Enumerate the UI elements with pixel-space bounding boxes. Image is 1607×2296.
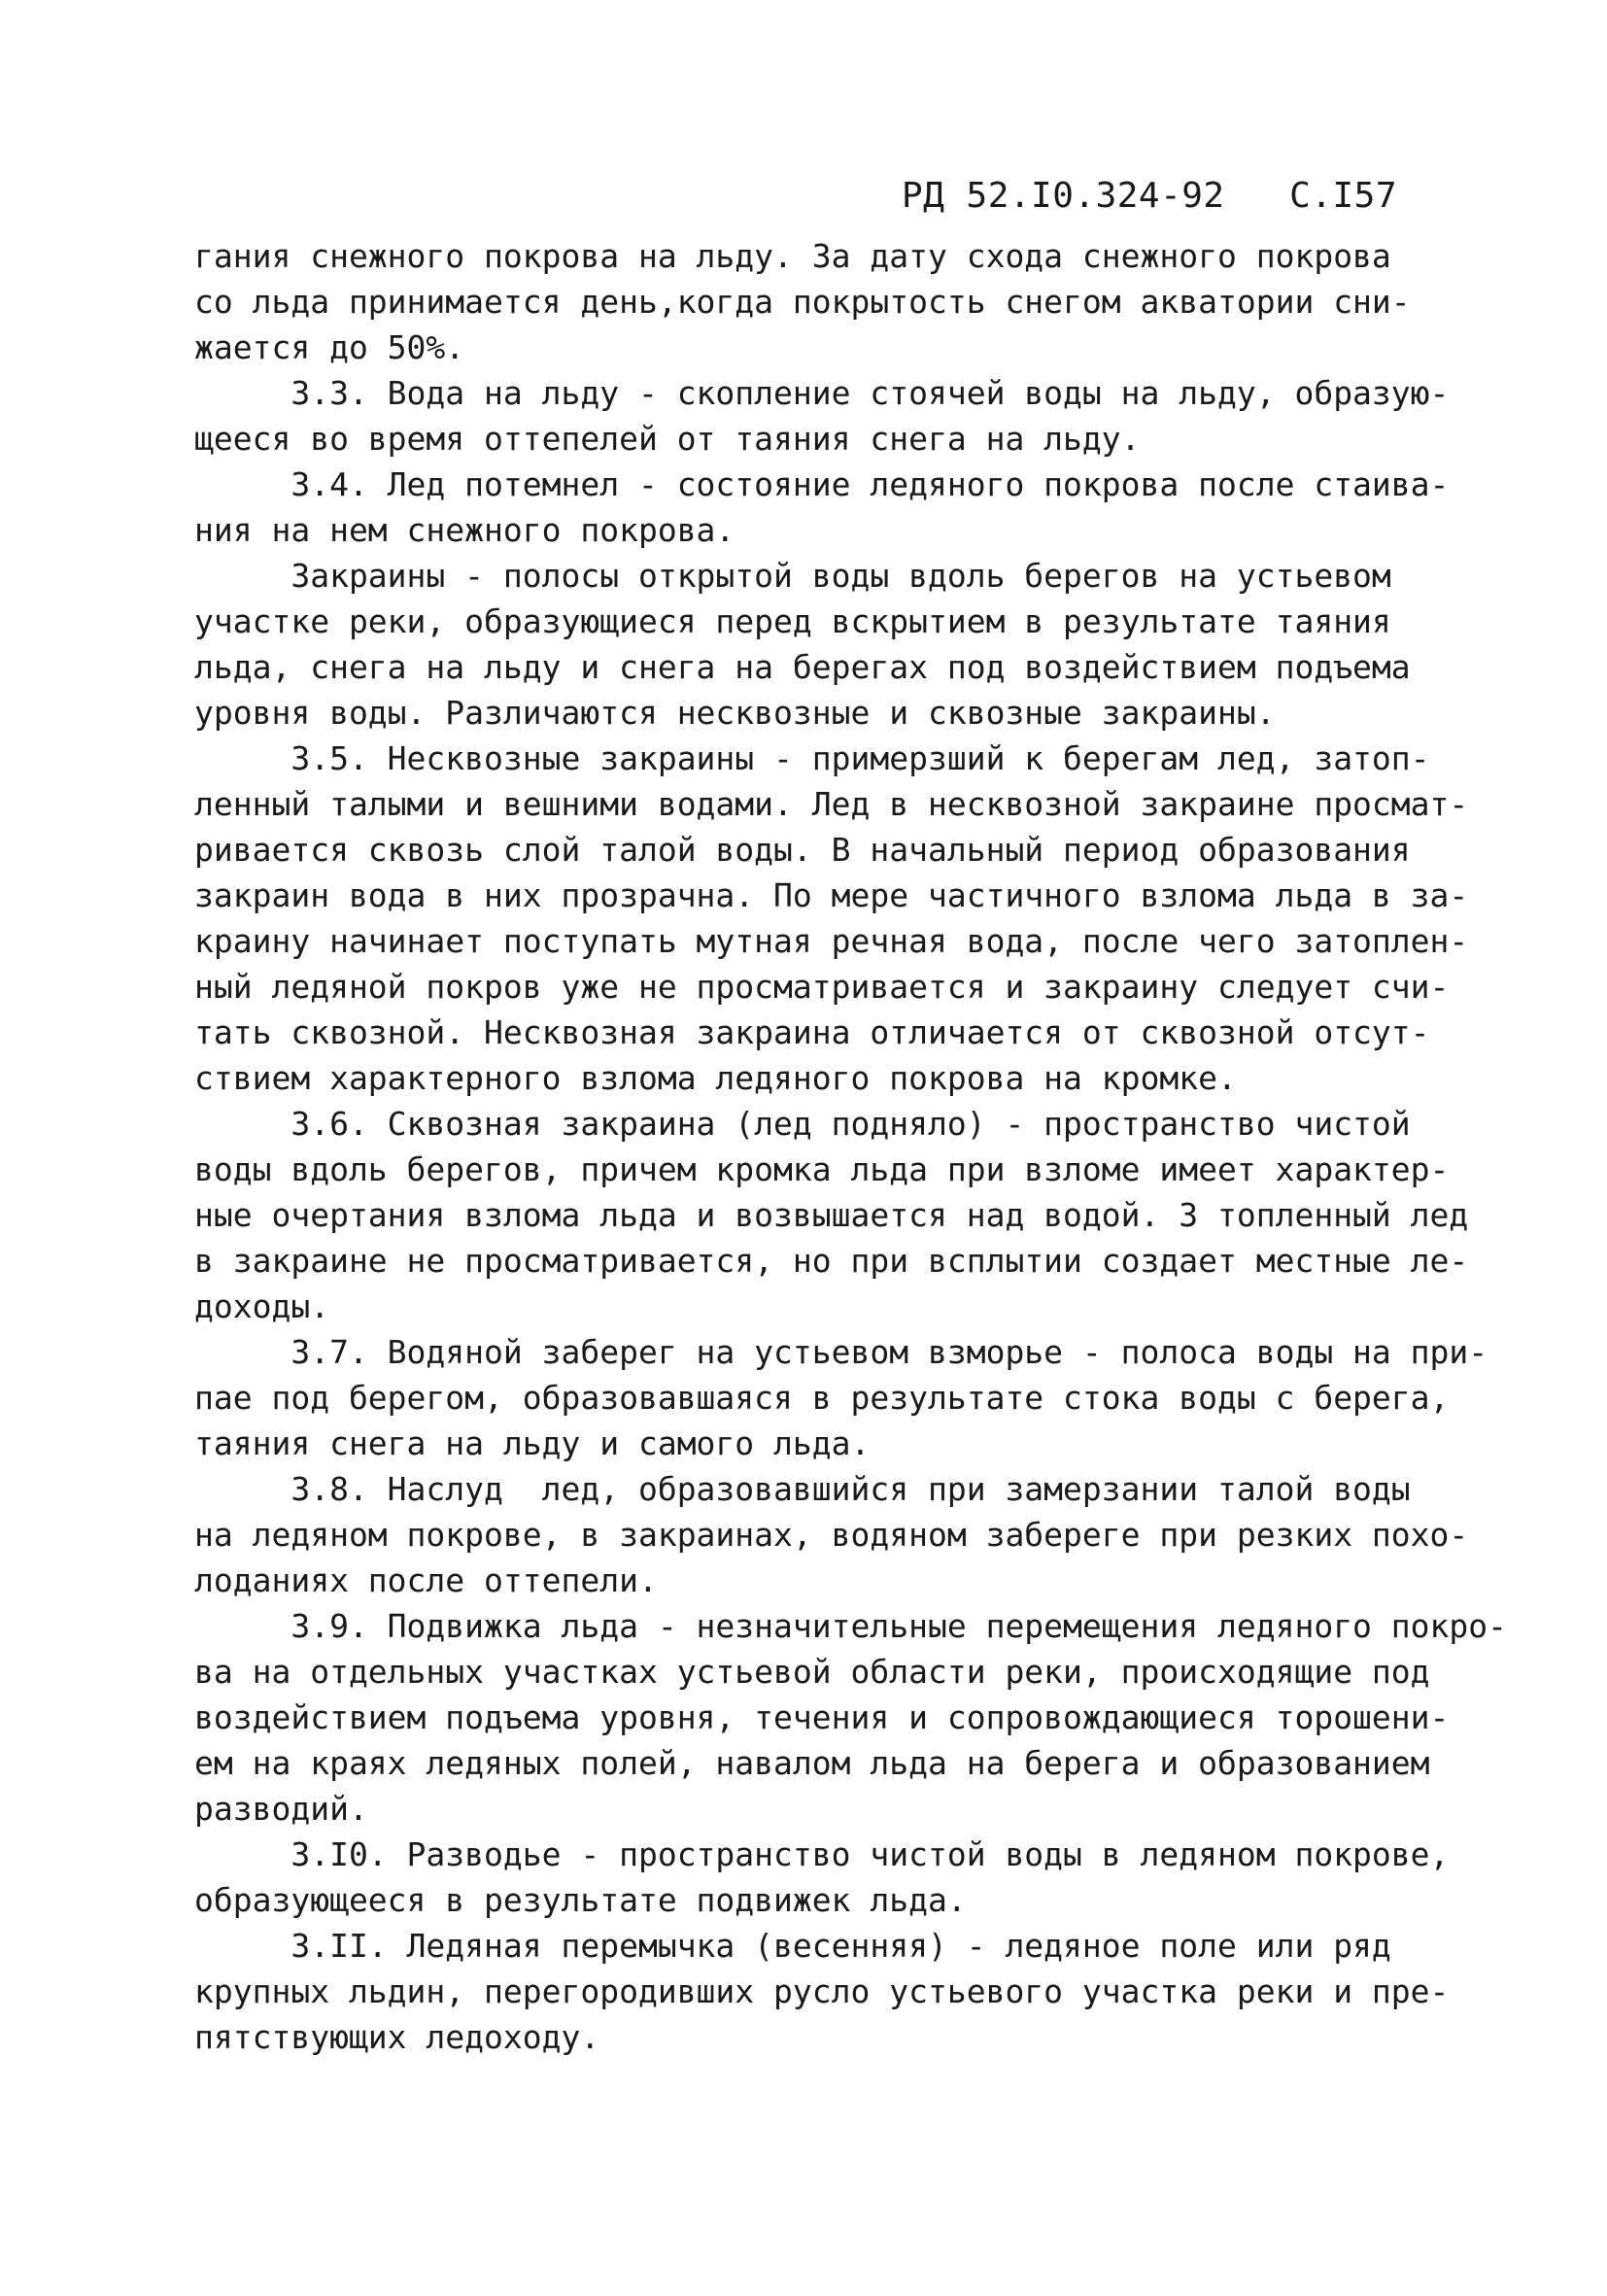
text-line: 3.II. Ледяная перемычка (весенняя) - ледяное поле или ряд (194, 1927, 1391, 1965)
text-line: жается до 50%. (194, 328, 465, 366)
text-line: краину начинает поступать мутная речная вода, после чего затоплен- (194, 922, 1469, 960)
text-line: воздействием подъема уровня, течения и сопровождающиеся торошени- (194, 1698, 1450, 1736)
text-line: 3.9. Подвижка льда - незначительные перемещения ледяного покро- (194, 1607, 1508, 1645)
text-line: на ледяном покрове, в закраинах, водяном забереге при резких похо- (194, 1516, 1469, 1554)
text-line: закраин вода в них прозрачна. По мере частичного взлома льда в за- (194, 876, 1469, 914)
text-line: воды вдоль берегов, причем кромка льда при взломе имеет характер- (194, 1150, 1450, 1188)
text-line: Закраины - полосы открытой воды вдоль берегов на устьевом (194, 557, 1391, 595)
text-line: 3.6. Сквозная закраина (лед подняло) - пространство чистой (194, 1105, 1411, 1143)
text-line: 3.7. Водяной заберег на устьевом взморье - полоса воды на при- (194, 1333, 1488, 1371)
text-line: ривается сквозь слой талой воды. В начальный период образования (194, 831, 1411, 869)
text-line: ный ледяной покров уже не просматривается и закраину следует счи- (194, 968, 1450, 1006)
text-line: уровня воды. Различаются несквозные и сквозные закраины. (194, 694, 1276, 732)
text-line: 3.8. Наслуд лед, образовавшийся при замерзании талой воды (194, 1470, 1411, 1508)
text-line: гания снежного покрова на льду. За дату схода снежного покрова (194, 237, 1391, 275)
text-line: 3.3. Вода на льду - скопление стоячей воды на льду, образую- (194, 374, 1450, 412)
text-line: ленный талыми и вешними водами. Лед в несквозной закраине просмат- (194, 785, 1469, 823)
text-line: тать сквозной. Несквозная закраина отличается от сквозной отсут- (194, 1013, 1430, 1051)
text-line: ния на нем снежного покрова. (194, 511, 735, 549)
text-line: щееся во время оттепелей от таяния снега на льду. (194, 420, 1141, 458)
text-line: 3.4. Лед потемнел - состояние ледяного покрова после стаива- (194, 465, 1450, 503)
text-line: лоданиях после оттепели. (194, 1561, 658, 1599)
text-line: ные очертания взлома льда и возвышается над водой. З топленный лед (194, 1196, 1469, 1234)
text-line: со льда принимается день,когда покрытость снегом акватории сни- (194, 283, 1411, 321)
text-line: пятствующих ледоходу. (194, 2018, 600, 2056)
text-line: таяния снега на льду и самого льда. (194, 1424, 871, 1462)
text-line: доходы. (194, 1287, 330, 1325)
text-line: ва на отдельных участках устьевой области реки, происходящие под (194, 1653, 1430, 1691)
text-line: разводий. (194, 1790, 368, 1828)
text-line: участке реки, образующиеся перед вскрытием в результате таяния (194, 602, 1391, 640)
text-line: 3.5. Несквозные закраины - примерзший к берегам лед, затоп- (194, 739, 1430, 777)
text-line: льда, снега на льду и снега на берегах под воздействием подъема (194, 648, 1411, 686)
page-header-doc-code: РД 52.I0.324-92 С.I57 (902, 176, 1397, 216)
text-line: крупных льдин, перегородивших русло устьевого участка реки и пре- (194, 1972, 1450, 2010)
text-line: 3.I0. Разводье - пространство чистой воды в ледяном покрове, (194, 1835, 1450, 1873)
text-line: ствием характерного взлома ледяного покрова на кромке. (194, 1059, 1237, 1097)
document-body (194, 233, 1508, 2060)
text-line: в закраине не просматривается, но при всплытии создает местные ле- (194, 1242, 1469, 1280)
text-line: образующееся в результате подвижек льда. (194, 1881, 967, 1919)
text-line: пае под берегом, образовавшаяся в результате стока воды с берега, (194, 1379, 1450, 1417)
text-line: ем на краях ледяных полей, навалом льда на берега и образованием (194, 1744, 1430, 1782)
